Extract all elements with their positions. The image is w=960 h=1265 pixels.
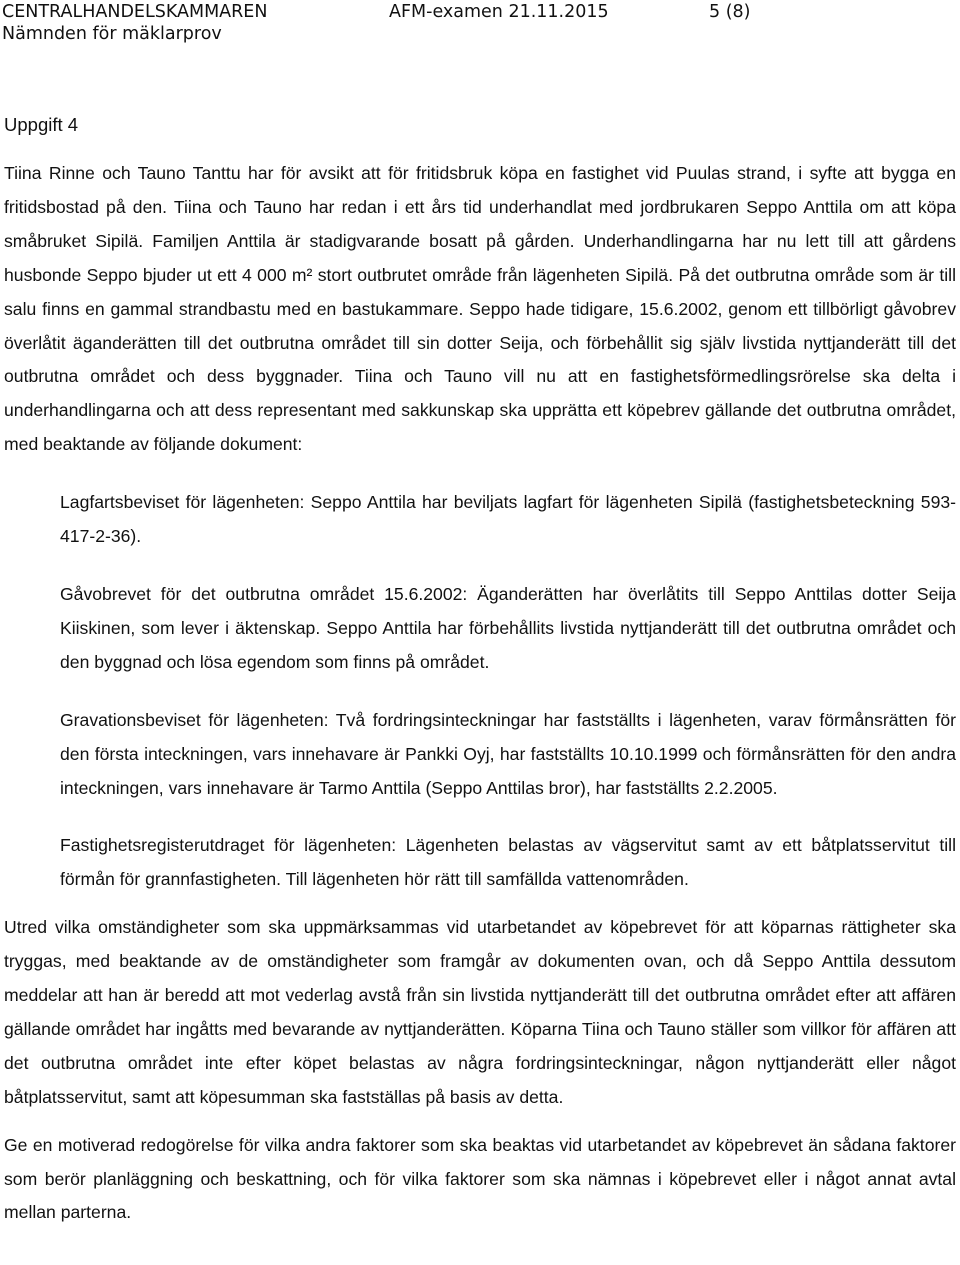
organization-name: CENTRALHANDELSKAMMAREN [2,2,268,22]
document-item-lagfartsbevis: Lagfartsbeviset för lägenheten: Seppo Anttila har beviljats lagfart för lägenheten Sipilä (fastighetsbeteckning 593-417-2-36). [60,492,956,547]
task-title: Uppgift 4 [4,114,79,135]
task-content [4,108,956,1230]
document-item-gravationsbevis: Gravationsbeviset för lägenheten: Två fordringsinteckningar har fastställts i lägenheten, varav förmånsrätten för den första inteckningen, vars innehavare är Pankki Oyj, har fastställts 10.10.1999 och förmånsrätten för den andra inteckningen, vars innehavare är Tarmo Anttila (Seppo Anttilas bror), har fastställts 2.2.2005. [60,709,956,798]
document-item-gavobrev: Gåvobrevet för det outbrutna området 15.6.2002: Äganderätten har överlåtits till Seppo Anttilas dotter Seija Kiiskinen, som lever i äktenskap. Seppo Anttila har förbehållits livstida nyttjanderätt till det outbrutna området och den byggnad och lösa egendom som finns på området. [60,583,956,672]
task-intro-paragraph: Tiina Rinne och Tauno Tanttu har för avsikt att för fritidsbruk köpa en fastighet vid Puulas strand, i syfte att bygga en fritidsbostad på den. Tiina och Tauno har redan i ett års tid underhandlat med jordbrukaren Seppo Anttila om att köpa småbruket Sipilä. Familjen Anttila är stadigvarande bosatt på gården. Underhandlingarna har nu lett till att gårdens husbonde Seppo bjuder ut ett 4 000 m² stort outbrutet område från lägenheten Sipilä. På det outbrutna område som är till salu finns en gammal strandbastu med en bastukammare. Seppo hade tidigare, 15.6.2002, genom ett tillbörligt gåvobrev överlåtit äganderätten till det outbrutna området till sin dotter Seija, och förbehållit sig själv livstida nyttjanderätt till det outbrutna området och dess byggnader. Tiina och Tauno vill nu att en fastighetsförmedlingsrörelse ska delta i underhandlingarna och att dess representant med sakkunskap ska upprätta ett köpebrev gällande det outbrutna området, med beaktande av följande dokument: [4,163,956,455]
question-paragraph-1: Utred vilka omständigheter som ska uppmärksammas vid utarbetandet av köpebrevet för att köparnas rättigheter ska tryggas, med beaktande av de omständigheter som framgår av dokumenten ovan, och då Seppo Anttila dessutom meddelar att han är beredd att mot vederlag avstå från sin livstida nyttjanderätt till det outbrutna området efter att affären gällande området har ingåtts med bevarande av nyttjanderätten. Köparna Tiina och Tauno ställer som villkor för affären att det outbrutna området inte efter köpet belastas av några fordringsinteckningar, någon nyttjanderätt eller något båtplatsservitut, samt att köpesumman ska fastställas på basis av detta. [4,917,956,1107]
document-item-fastighetsregisterutdrag: Fastighetsregisterutdraget för lägenheten: Lägenheten belastas av vägservitut samt av ett båtplatsservitut till förmån för grannfastigheten. Till lägenheten hör rätt till samfällda vattenområden. [60,835,956,890]
page-number: 5 (8) [709,2,751,22]
question-paragraph-2: Ge en motiverad redogörelse för vilka andra faktorer som ska beaktas vid utarbetandet av köpebrevet än sådana faktorer som berör planläggning och beskattning, och för vilka faktorer som ska nämnas i köpebrevet eller i något annat avtal mellan parterna. [4,1134,956,1223]
exam-title: AFM-examen 21.11.2015 [389,2,609,22]
committee-name: Nämnden för mäklarprov [2,24,222,44]
